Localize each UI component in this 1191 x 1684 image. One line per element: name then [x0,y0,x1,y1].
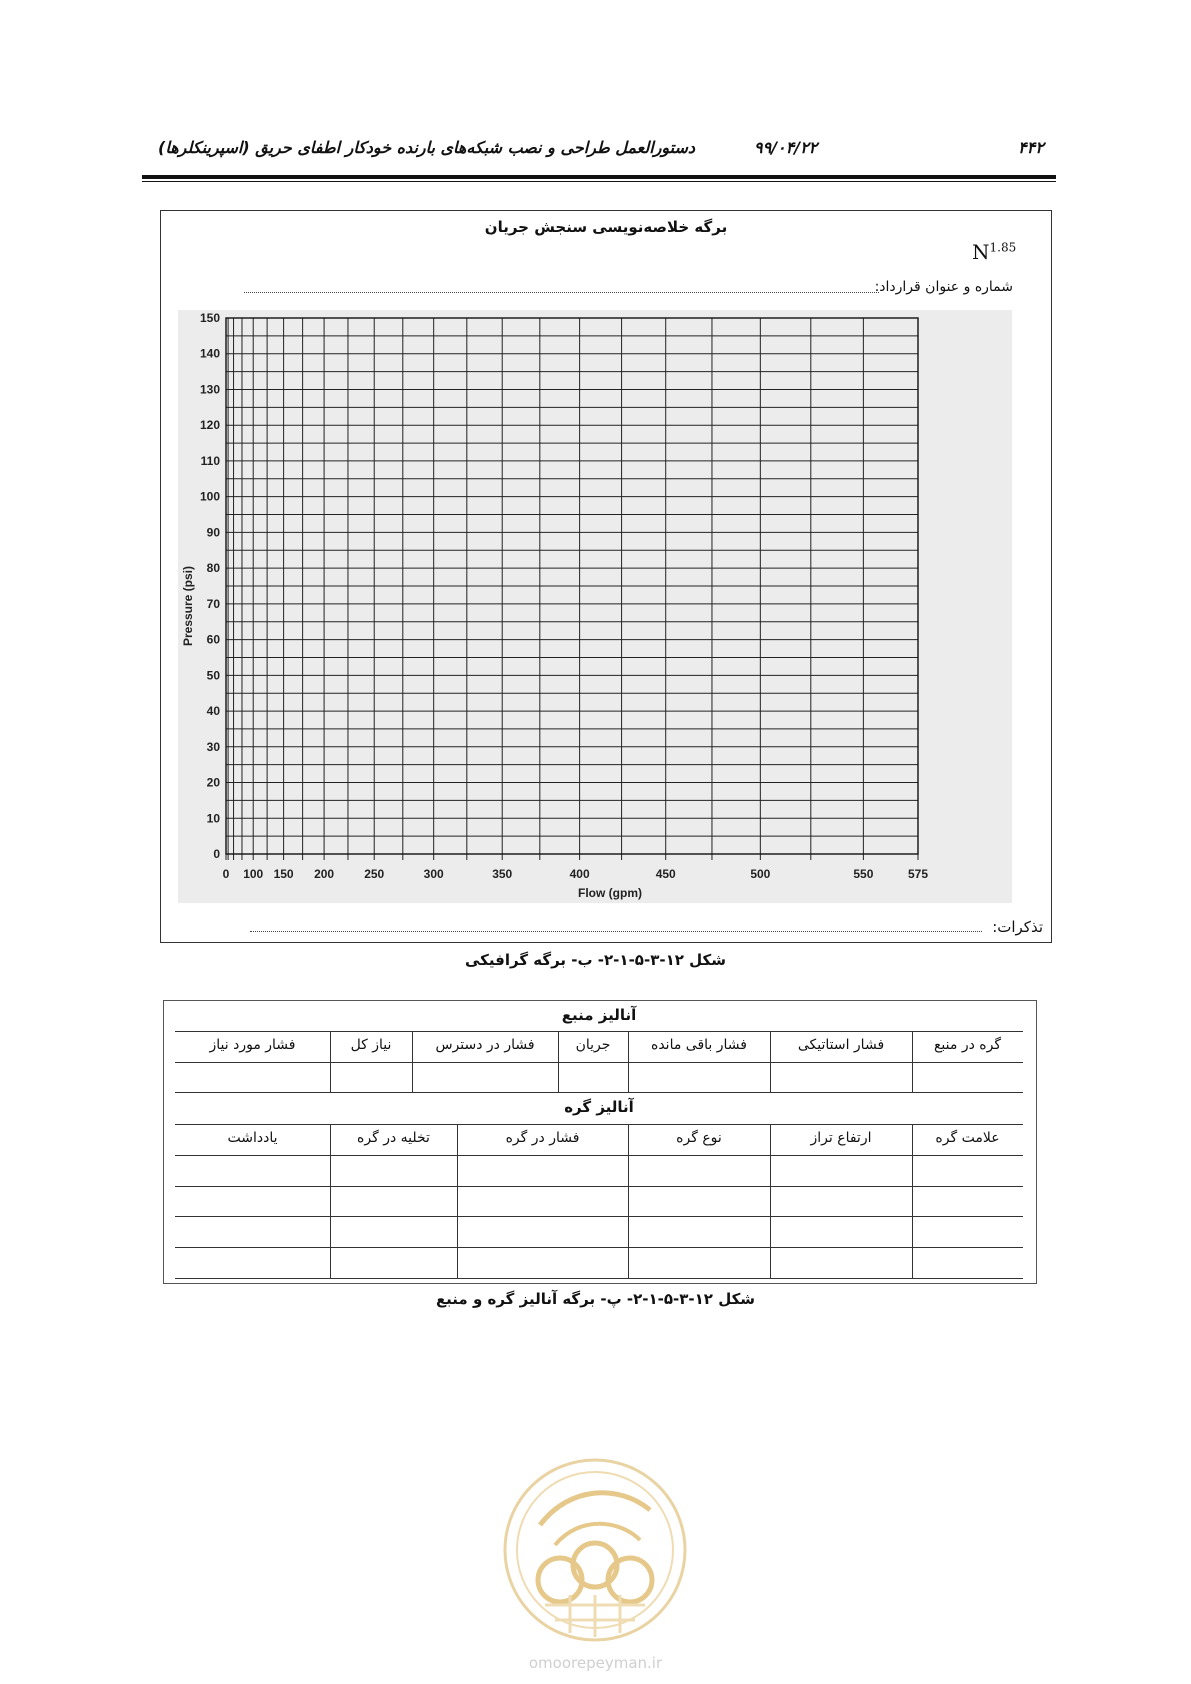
y-tick-label: 30 [206,739,220,754]
publisher-seal-logo [500,1455,690,1645]
x-axis-label: Flow (gpm) [578,886,642,900]
table-col-rule [412,1031,413,1092]
table-col-rule [330,1031,331,1092]
y-tick-label: 10 [206,811,220,826]
source-column-header: فشار در دسترس [435,1037,535,1053]
n-exponent: 1.85 [989,240,1017,255]
y-tick-label: 20 [206,775,220,790]
y-tick-labels [200,311,220,861]
y-tick-label: 50 [206,668,220,683]
table-rule [175,1062,1023,1063]
x-tick-label: 400 [569,867,590,881]
source-column-header: نیاز کل [350,1037,392,1053]
chart-grid [226,318,918,860]
flow-sheet-title: برگه خلاصه‌نویسی سنجش جریان [484,218,728,236]
y-tick-label: 60 [206,632,220,647]
y-tick-label: 70 [206,596,220,611]
watermark-text: omoorepeyman.ir [528,1654,663,1672]
table-rule [175,1216,1023,1217]
node-column-header: ارتفاع تراز [810,1130,872,1146]
x-tick-label: 350 [492,867,513,881]
x-tick-labels [223,867,929,881]
header-title: دستورالعمل طراحی و نصب شبکه‌های بارنده خودکار اطفای حریق (اسپرینکلرها) [158,138,696,157]
y-tick-label: 140 [199,346,220,361]
x-tick-label: 300 [423,867,444,881]
table-col-rule [628,1124,629,1278]
node-column-header: یادداشت [227,1130,278,1146]
x-tick-label: 150 [273,867,294,881]
table-col-rule [770,1124,771,1278]
table-rule [175,1186,1023,1187]
table-rule [175,1155,1023,1156]
contract-dotted-line [244,292,879,293]
table-rule [175,1278,1023,1279]
table-col-rule [912,1124,913,1278]
table-rule [175,1092,1023,1093]
table-col-rule [457,1124,458,1278]
source-analysis-title: آنالیز منبع [561,1006,637,1024]
table-col-rule [912,1031,913,1092]
source-column-header: جریان [575,1037,611,1053]
flow-pressure-chart [178,310,1012,903]
source-column-header: فشار باقی مانده [651,1037,747,1053]
y-axis-label: Pressure (psi) [181,565,195,647]
table-col-rule [330,1124,331,1278]
table-rule [175,1124,1023,1125]
x-tick-label: 450 [655,867,676,881]
notes-dotted-line [250,931,982,932]
y-tick-label: 100 [199,489,220,504]
x-tick-label: 100 [243,867,264,881]
table-rule [175,1031,1023,1032]
node-column-header: تخلیه در گره [357,1130,430,1146]
figure-caption-analysis: شکل ۱۲-۳-۵-۱-۲- پ- برگه آنالیز گره و منبع [435,1290,756,1308]
y-tick-label: 110 [200,453,220,468]
x-tick-label: 500 [750,867,771,881]
n-exponent-label [972,240,1016,264]
x-tick-label: 250 [364,867,385,881]
x-tick-label: 0 [222,867,230,881]
x-tick-label: 550 [853,867,874,881]
node-column-header: نوع گره [676,1130,722,1146]
page-number: ۴۴۲ [1018,138,1044,157]
y-tick-label: 40 [206,704,220,719]
x-tick-label: 575 [907,867,929,881]
node-column-header: علامت گره [935,1130,1000,1146]
y-tick-label: 80 [206,561,220,576]
notes-label: تذکرات: [992,918,1043,936]
figure-caption-graph: شکل ۱۲-۳-۵-۱-۲- ب- برگه گرافیکی [465,951,726,969]
node-analysis-title: آنالیز گره [564,1098,634,1116]
y-tick-label: 150 [199,311,220,325]
x-tick-label: 200 [314,867,335,881]
n-base: N [972,240,990,264]
node-column-header: فشار در گره [505,1130,580,1146]
header-date: ۹۹/۰۴/۲۲ [754,138,818,157]
source-column-header: فشار مورد نیاز [209,1037,296,1053]
table-col-rule [628,1031,629,1092]
source-column-header: فشار استاتیکی [797,1037,885,1053]
y-tick-label: 130 [199,382,220,397]
y-tick-label: 90 [206,525,220,540]
y-tick-label: 120 [199,418,220,433]
table-rule [175,1247,1023,1248]
contract-label: شماره و عنوان قرارداد: [874,279,1013,295]
header-rule-thick [142,175,1056,179]
source-column-header: گره در منبع [933,1037,1002,1053]
table-col-rule [770,1031,771,1092]
table-col-rule [558,1031,559,1092]
header-rule-thin [142,181,1056,182]
y-tick-label: 0 [213,847,220,861]
